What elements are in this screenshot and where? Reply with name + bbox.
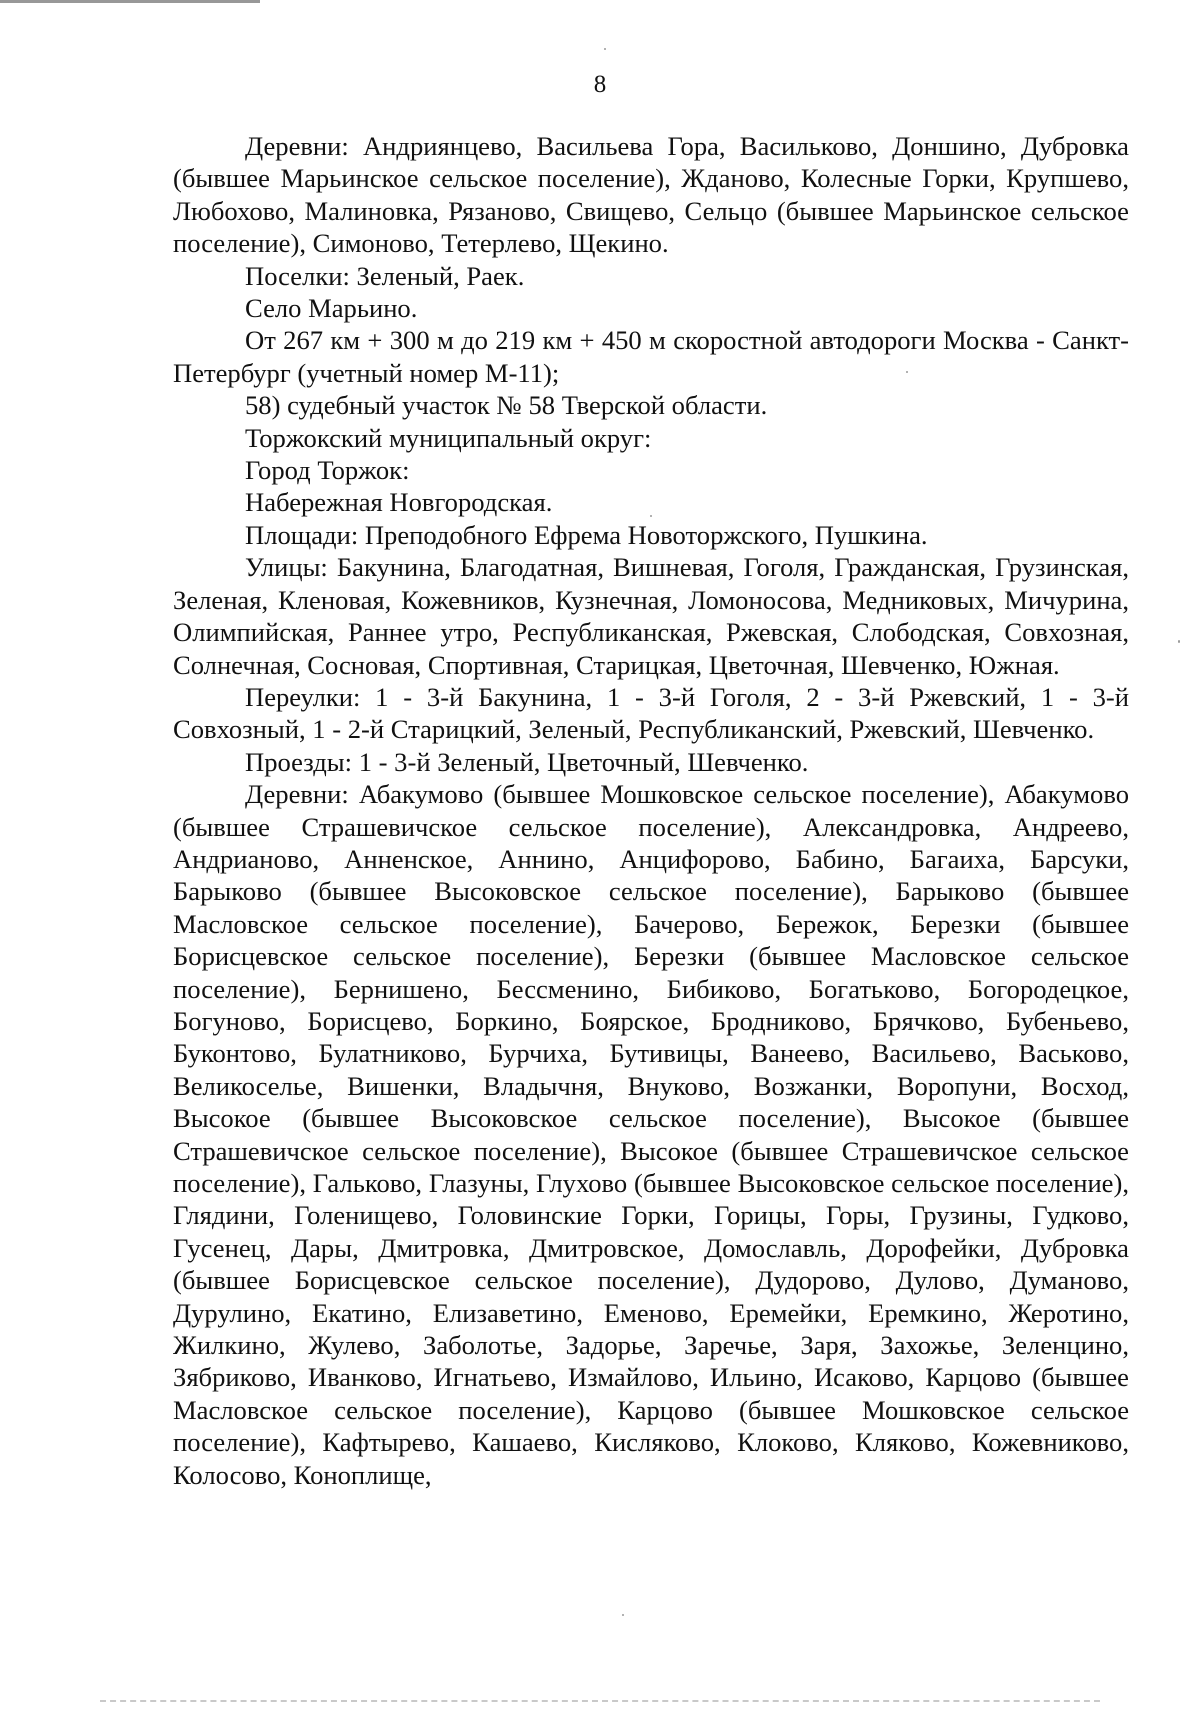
scan-speck <box>604 48 606 50</box>
scan-edge-mark <box>0 0 260 3</box>
paragraph-squares: Площади: Преподобного Ефрема Новоторжского, Пушкина. <box>245 519 928 550</box>
paragraph-village-maryino: Село Марьино. <box>245 293 418 324</box>
paragraph-villages-maryino: Деревни: Андриянцево, Васильева Гора, Васильково, Доншино, Дубровка (бывшее Марьинское сельское поселение), Жданово, Колесные Горки, Крупшево, Любохово, Малиновка, Рязаново, Свищево, Сельцо (бывшее Марьинское сельское поселение), Симоново, Тетерлево, Щекино. <box>173 131 1129 259</box>
scan-speck <box>906 371 908 373</box>
paragraph-streets: Улицы: Бакунина, Благодатная, Вишневая, Гоголя, Гражданская, Грузинская, Зеленая, Кленовая, Кожевников, Кузнечная, Ломоносова, Медниковых, Мичурина, Олимпийская, Раннее утро, Республиканская, Ржевская, Слободская, Совхозная, Солнечная, Сосновая, Спортивная, Старицкая, Цветочная, Шевченко, Южная. <box>173 552 1129 680</box>
page-number: 8 <box>593 71 607 98</box>
paragraph-highway-segment: От 267 км + 300 м до 219 км + 450 м скоростной автодороги Москва - Санкт-Петербург (учетный номер М-11); <box>173 325 1129 388</box>
document-body <box>173 130 1129 1491</box>
scan-speck <box>650 515 652 517</box>
paragraph-municipal-district: Торжокский муниципальный округ: <box>245 422 652 453</box>
paragraph-court-district-58: 58) судебный участок № 58 Тверской области. <box>245 390 768 421</box>
scan-speck <box>622 1614 624 1616</box>
paragraph-villages-torzhok: Деревни: Абакумово (бывшее Мошковское сельское поселение), Абакумово (бывшее Страшевичское сельское поселение), Александровка, Андреево, Андрианово, Анненское, Аннино, Анцифорово, Бабино, Багаиха, Барсуки, Барыково (бывшее Высоковское сельское поселение), Барыково (бывшее Масловское сельское поселение), Бачерово, Бережок, Березки (бывшее Борисцевское сельское поселение), Березки (бывшее Масловское сельское поселение), Бернишено, Бессменино, Бибиково, Богатьково, Богородецкое, Богуново, Борисцево, Боркино, Боярское, Бродниково, Брячково, Бубеньево, Буконтово, Булатниково, Бурчиха, Бутивицы, Ванеево, Васильево, Васьково, Великоселье, Вишенки, Владычня, Внуково, Возжанки, Воропуни, Восход, Высокое (бывшее Высоковское сельское поселение), Высокое (бывшее Страшевичское сельское поселение), Высокое (бывшее Страшевичское сельское поселение), Гальково, Глазуны, Глухово (бывшее Высоковское сельское поселение), Глядини, Голенищево, Головинские Горки, Горицы, Горы, Грузины, Гудково, Гусенец, Дары, Дмитровка, Дмитровское, Домославль, Дорофейки, Дубровка (бывшее Борисцевское сельское поселение), Дудорово, Дулово, Думаново, Дурулино, Екатино, Елизаветино, Еменово, Еремейки, Еремкино, Жеротино, Жилкино, Жулево, Заболотье, Задорье, Заречье, Заря, Захожье, Зеленцино, Зябриково, Иванково, Игнатьево, Измайлово, Ильино, Исаково, Карцово (бывшее Масловское сельское поселение), Карцово (бывшее Мошковское сельское поселение), Кафтырево, Кашаево, Кисляково, Клоково, Кляково, Кожевниково, Колосово, Коноплище, <box>173 779 1129 1490</box>
paragraph-settlements: Поселки: Зеленый, Раек. <box>245 260 525 291</box>
paragraph-passages: Проезды: 1 - 3-й Зеленый, Цветочный, Шевченко. <box>245 746 809 777</box>
scan-edge-mark <box>100 1700 1100 1704</box>
paragraph-embankment: Набережная Новгородская. <box>245 487 553 518</box>
paragraph-lanes: Переулки: 1 - 3-й Бакунина, 1 - 3-й Гоголя, 2 - 3-й Ржевский, 1 - 3-й Совхозный, 1 - 2-й Старицкий, Зеленый, Республиканский, Ржевский, Шевченко. <box>173 681 1129 745</box>
paragraph-city-torzhok: Город Торжок: <box>245 455 410 486</box>
scan-speck <box>1178 640 1180 643</box>
